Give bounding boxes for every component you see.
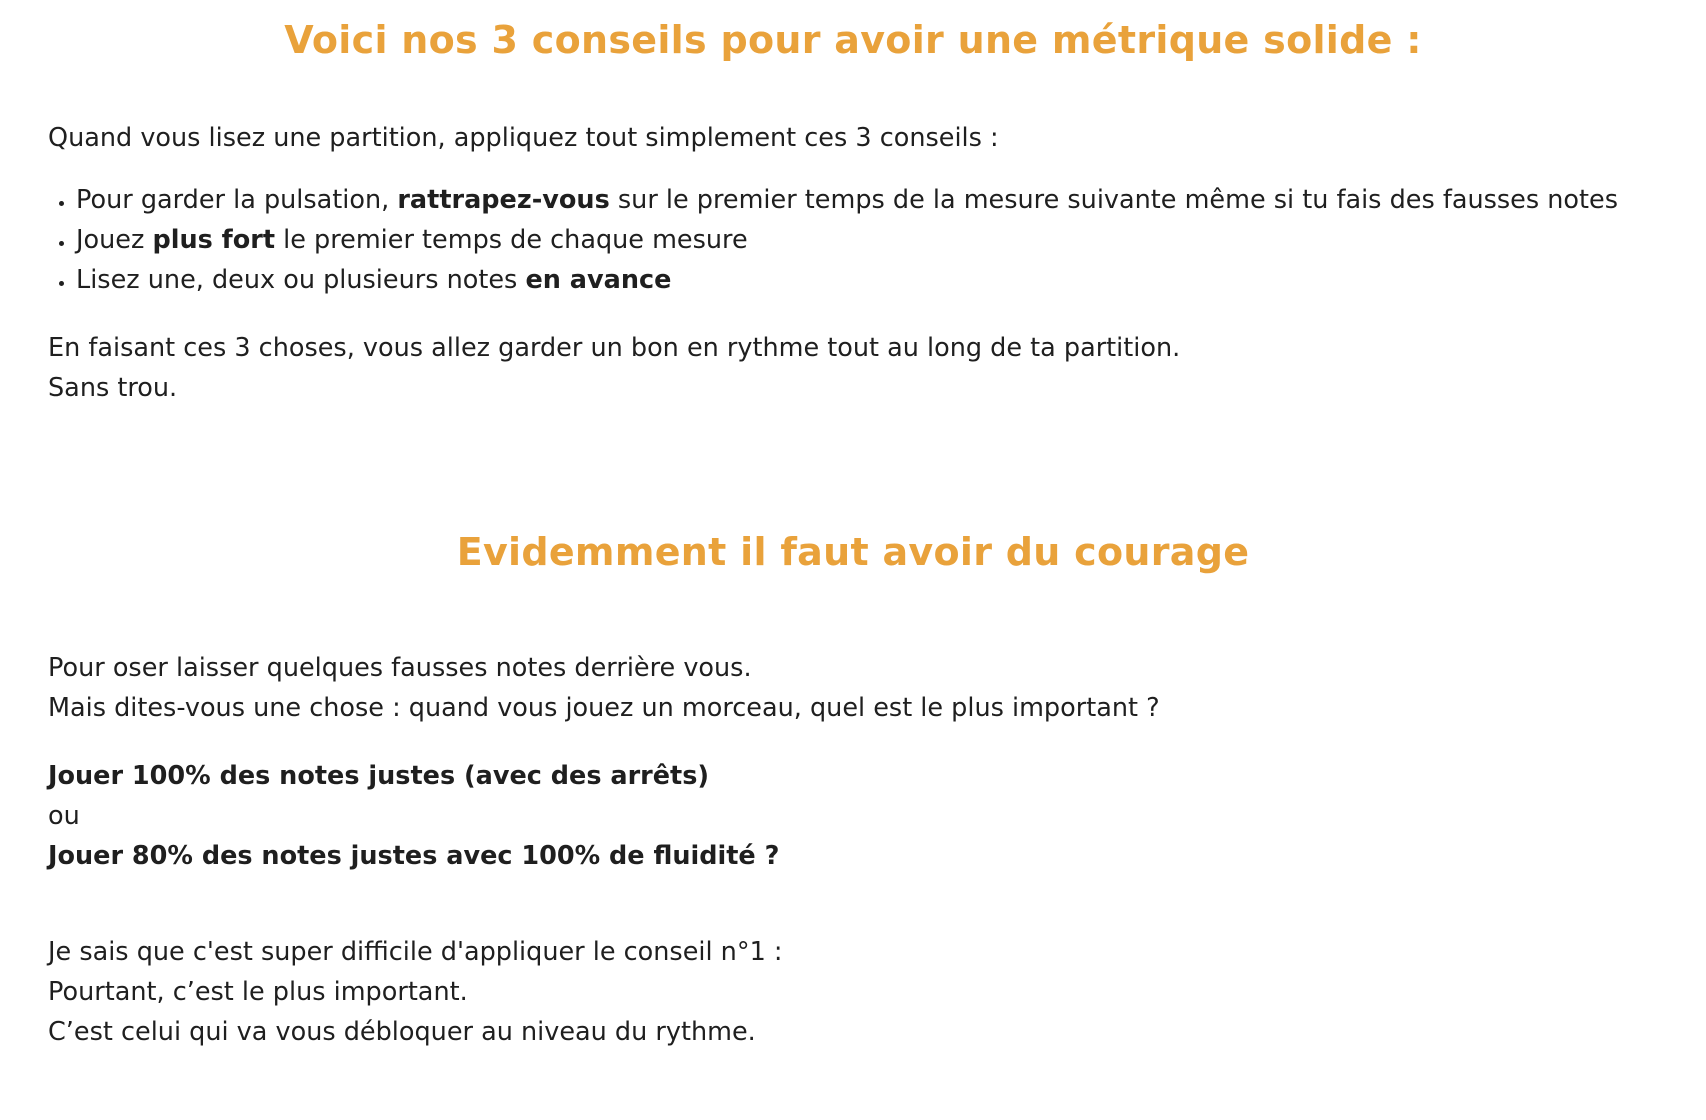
tips-intro: Quand vous lisez une partition, appliquez tout simplement ces 3 conseils :	[48, 123, 999, 153]
tips-list	[48, 180, 1658, 300]
section-heading-courage: Evidemment il faut avoir du courage	[456, 530, 1250, 574]
emphasis: plus fort	[152, 225, 276, 255]
choice-option-2: Jouer 80% des notes justes avec 100% de fluidité ?	[48, 841, 780, 871]
courage-question: Pour oser laisser quelques fausses notes derrière vous. Mais dites-vous une chose : quand vous jouez un morceau, quel est le plus important ?	[48, 653, 1160, 723]
list-item: • Pour garder la pulsation, rattrapez-vous sur le premier temps de la mesure suivante même si tu fais des fausses notes	[76, 180, 1658, 220]
choice-option-1: Jouer 100% des notes justes (avec des arrêts)	[48, 761, 710, 791]
choice-block	[48, 756, 1658, 876]
tips-conclusion: En faisant ces 3 choses, vous allez garder un bon en rythme tout au long de ta partition. Sans trou.	[48, 333, 1181, 403]
list-item: • Lisez une, deux ou plusieurs notes en avance	[76, 260, 1658, 300]
emphasis: en avance	[525, 265, 672, 295]
section-heading-tips: Voici nos 3 conseils pour avoir une métrique solide :	[284, 18, 1422, 62]
list-item: • Jouez plus fort le premier temps de chaque mesure	[76, 220, 1658, 260]
choice-or: ou	[48, 801, 80, 831]
emphasis: rattrapez-vous	[397, 185, 610, 215]
closing-paragraph: Je sais que c'est super difficile d'appliquer le conseil n°1 : Pourtant, c’est le plus important. C’est celui qui va vous débloquer au niveau du rythme.	[48, 937, 783, 1047]
